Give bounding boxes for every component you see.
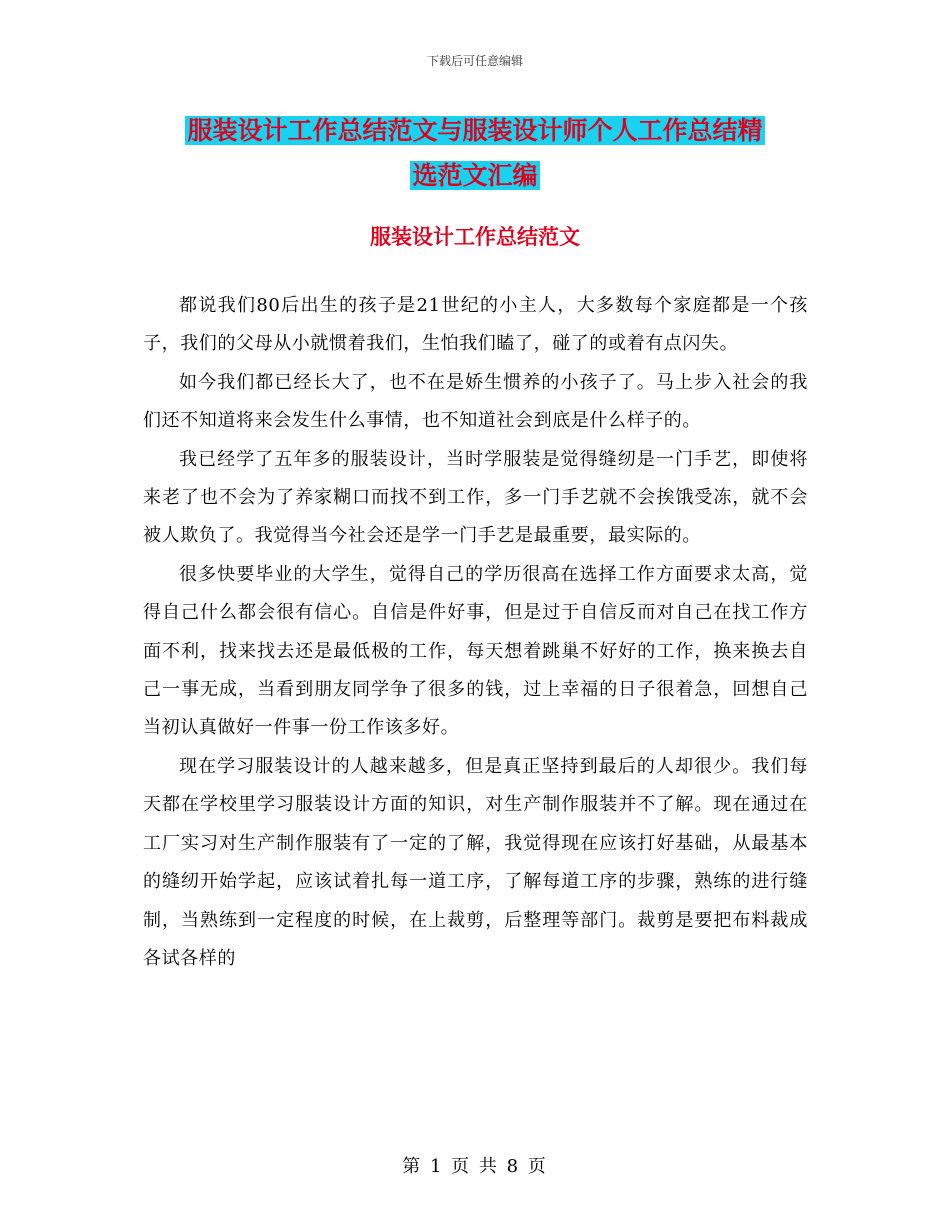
paragraph: 如今我们都已经长大了，也不在是娇生惯养的小孩子了。马上步入社会的我们还不知道将来会发生什么事情，也不知道社会到底是什么样子的。 (143, 371, 808, 432)
document-body (143, 287, 808, 978)
paragraph: 很多快要毕业的大学生，觉得自己的学历很高在选择工作方面要求太高，觉得自己什么都会很有信心。自信是件好事，但是过于自信反而对自己在找工作方面不利，找来找去还是最低极的工作，每天想着跳巢不好好的工作，换来换去自己一事无成，当看到朋友同学争了很多的钱，过上幸福的日子很着急，回想自己当初认真做好一件事一份工作该多好。 (143, 563, 808, 739)
paragraph: 都说我们80后出生的孩子是21世纪的小主人，大多数每个家庭都是一个孩子，我们的父母从小就惯着我们，生怕我们瞌了，碰了的或着有点闪失。 (143, 295, 808, 355)
page-number-footer: 第 1 页 共 8 页 (402, 1156, 548, 1177)
document-title-line1: 服装设计工作总结范文与服装设计师个人工作总结精 (187, 116, 763, 145)
paragraph: 现在学习服装设计的人越来越多，但是真正坚持到最后的人却很少。我们每天都在学校里学习服装设计方面的知识，对生产制作服装并不了解。现在通过在工厂实习对生产制作服装有了一定的了解，我觉得现在应该打好基础，从最基本的缝纫开始学起，应该试着扎每一道工序，了解每道工序的步骤，熟练的进行缝制，当熟练到一定程度的时候，在上裁剪，后整理等部门。裁剪是要把布料裁成各试各样的 (143, 755, 808, 969)
document-title-line2: 选范文汇编 (412, 161, 538, 190)
document-title (140, 108, 810, 198)
header-note: 下载后可任意编辑 (426, 54, 523, 68)
section-title: 服装设计工作总结范文 (370, 224, 580, 249)
paragraph: 我已经学了五年多的服装设计，当时学服装是觉得缝纫是一门手艺，即使将来老了也不会为了养家糊口而找不到工作，多一门手艺就不会挨饿受冻，就不会被人欺负了。我觉得当今社会还是学一门手艺是最重要，最实际的。 (143, 448, 808, 547)
